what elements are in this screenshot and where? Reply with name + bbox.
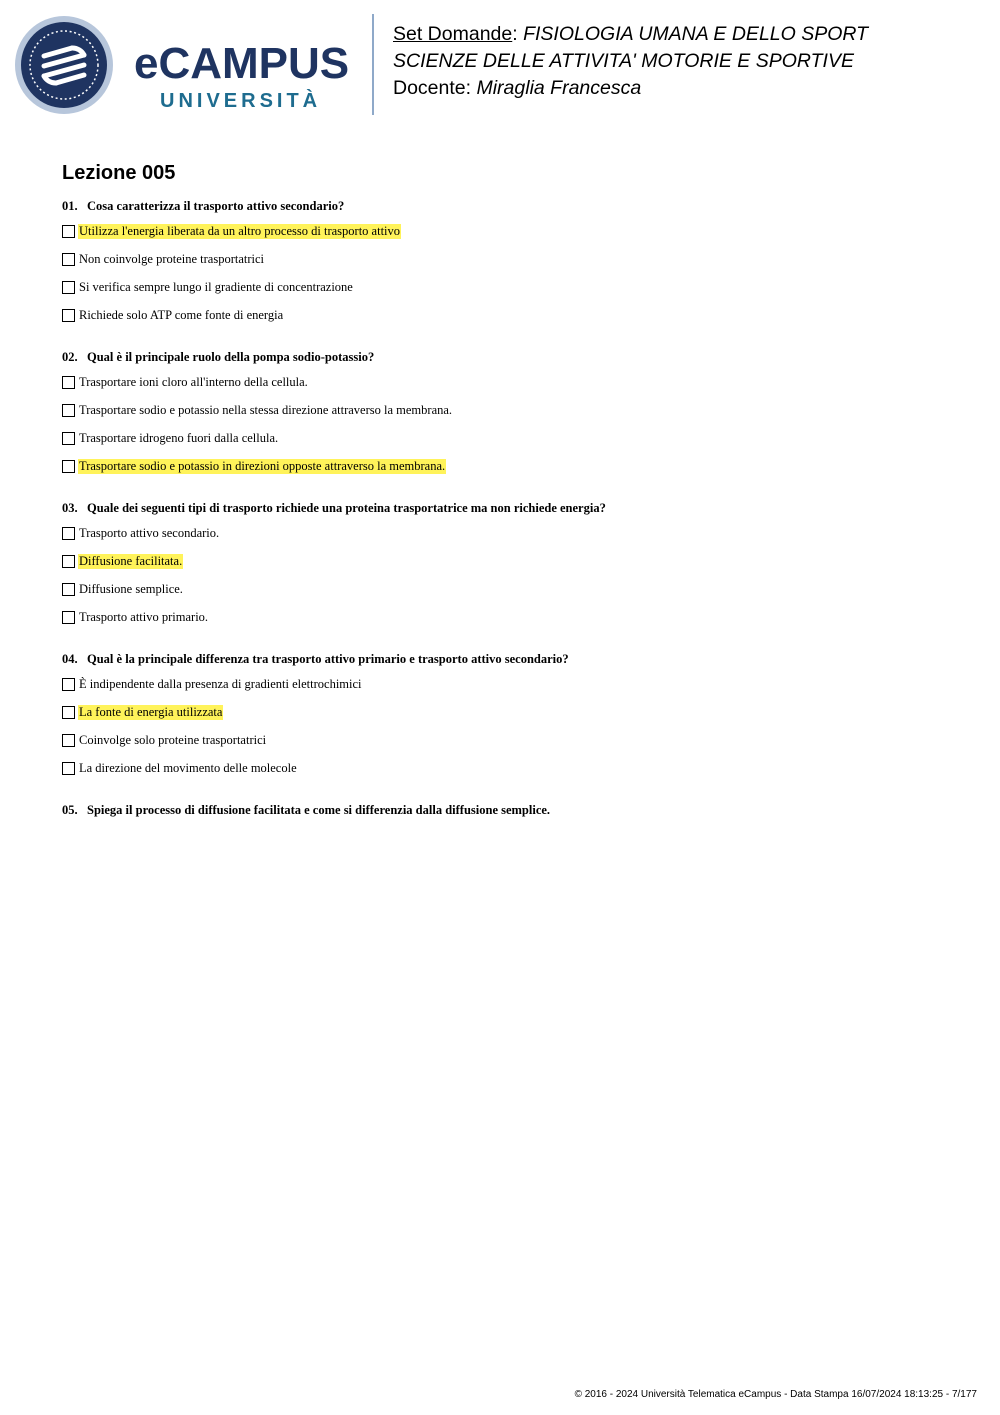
answer-option[interactable] <box>62 308 962 336</box>
question-number: 01. <box>62 199 78 213</box>
answer-option[interactable] <box>62 431 962 459</box>
answer-option[interactable] <box>62 761 962 789</box>
answer-text: Si verifica sempre lungo il gradiente di concentrazione <box>79 280 353 294</box>
checkbox[interactable] <box>62 555 75 568</box>
question-04 <box>62 650 962 789</box>
checkbox[interactable] <box>62 527 75 540</box>
answer-option[interactable] <box>62 705 962 733</box>
answer-option[interactable] <box>62 459 962 487</box>
checkbox[interactable] <box>62 376 75 389</box>
answer-option[interactable] <box>62 610 962 638</box>
answer-option[interactable] <box>62 403 962 431</box>
checkbox[interactable] <box>62 253 75 266</box>
checkbox[interactable] <box>62 404 75 417</box>
question-text: Cosa caratterizza il trasporto attivo secondario? <box>87 199 345 213</box>
answer-option[interactable] <box>62 252 962 280</box>
answer-text: Trasportare sodio e potassio nella stessa direzione attraverso la membrana. <box>79 403 453 417</box>
teacher-label: Docente: <box>393 77 472 99</box>
answer-option[interactable] <box>62 582 962 610</box>
question-02 <box>62 348 962 487</box>
question-text: Qual è il principale ruolo della pompa sodio-potassio? <box>87 350 375 364</box>
set-line: Set Domande: FISIOLOGIA UMANA E DELLO SPORT <box>393 23 869 45</box>
checkbox[interactable] <box>62 225 75 238</box>
answer-text-highlighted: Diffusione facilitata. <box>79 554 183 568</box>
logo-emblem <box>21 22 107 108</box>
question-text: Quale dei seguenti tipi di trasporto richiede una proteina trasportatrice ma non richiede energia? <box>87 501 606 515</box>
answer-text: Trasporto attivo primario. <box>79 610 209 624</box>
checkbox[interactable] <box>62 762 75 775</box>
teacher-line <box>393 75 868 102</box>
answer-text-highlighted: La fonte di energia utilizzata <box>79 705 223 719</box>
question-list <box>62 197 962 831</box>
answer-option[interactable] <box>62 280 962 308</box>
brand-name: eCAMPUS <box>134 39 350 88</box>
answer-option[interactable] <box>62 554 962 582</box>
answer-text: Trasportare ioni cloro all'interno della cellula. <box>79 375 308 389</box>
checkbox[interactable] <box>62 678 75 691</box>
checkbox[interactable] <box>62 611 75 624</box>
set-label: Set Domande <box>393 23 513 45</box>
checkbox[interactable] <box>62 583 75 596</box>
page-footer: © 2016 - 2024 Università Telematica eCampus - Data Stampa 16/07/2024 18:13:25 - 7/177 <box>574 1389 977 1400</box>
answer-option[interactable] <box>62 677 962 705</box>
checkbox[interactable] <box>62 734 75 747</box>
question-number: 05. <box>62 803 78 817</box>
answer-text: È indipendente dalla presenza di gradienti elettrochimici <box>79 677 362 691</box>
course-subtitle: SCIENZE DELLE ATTIVITA' MOTORIE E SPORTIVE <box>393 50 854 72</box>
checkbox[interactable] <box>62 309 75 322</box>
question-05 <box>62 801 962 819</box>
question-number: 02. <box>62 350 78 364</box>
question-number: 04. <box>62 652 78 666</box>
answer-text-highlighted: Utilizza l'energia liberata da un altro processo di trasporto attivo <box>79 224 401 238</box>
teacher-name: Miraglia Francesca <box>476 77 642 99</box>
header-divider <box>372 14 374 115</box>
lesson-title: Lezione 005 <box>62 162 176 184</box>
checkbox[interactable] <box>62 706 75 719</box>
checkbox[interactable] <box>62 432 75 445</box>
checkbox[interactable] <box>62 460 75 473</box>
course-title: FISIOLOGIA UMANA E DELLO SPORT <box>523 23 869 45</box>
answer-option[interactable] <box>62 733 962 761</box>
answer-option[interactable] <box>62 526 962 554</box>
answer-option[interactable] <box>62 224 962 252</box>
answer-text: Non coinvolge proteine trasportatrici <box>79 252 265 266</box>
question-text: Spiega il processo di diffusione facilitata e come si differenzia dalla diffusione semplice. <box>87 803 551 817</box>
answer-text-highlighted: Trasportare sodio e potassio in direzioni opposte attraverso la membrana. <box>79 459 446 473</box>
brand-subtitle: UNIVERSITÀ <box>160 90 322 112</box>
answer-text: Coinvolge solo proteine trasportatrici <box>79 733 267 747</box>
ecampus-logo <box>14 15 359 117</box>
answer-text: Trasportare idrogeno fuori dalla cellula. <box>79 431 279 445</box>
answer-text: Richiede solo ATP come fonte di energia <box>79 308 284 322</box>
answer-text: La direzione del movimento delle molecole <box>79 761 297 775</box>
question-01 <box>62 197 962 336</box>
question-text: Qual è la principale differenza tra trasporto attivo primario e trasporto attivo secondario? <box>87 652 569 666</box>
answer-text: Trasporto attivo secondario. <box>79 526 220 540</box>
answer-option[interactable] <box>62 375 962 403</box>
header-info <box>393 21 868 102</box>
checkbox[interactable] <box>62 281 75 294</box>
answer-text: Diffusione semplice. <box>79 582 183 596</box>
question-number: 03. <box>62 501 78 515</box>
question-03 <box>62 499 962 638</box>
